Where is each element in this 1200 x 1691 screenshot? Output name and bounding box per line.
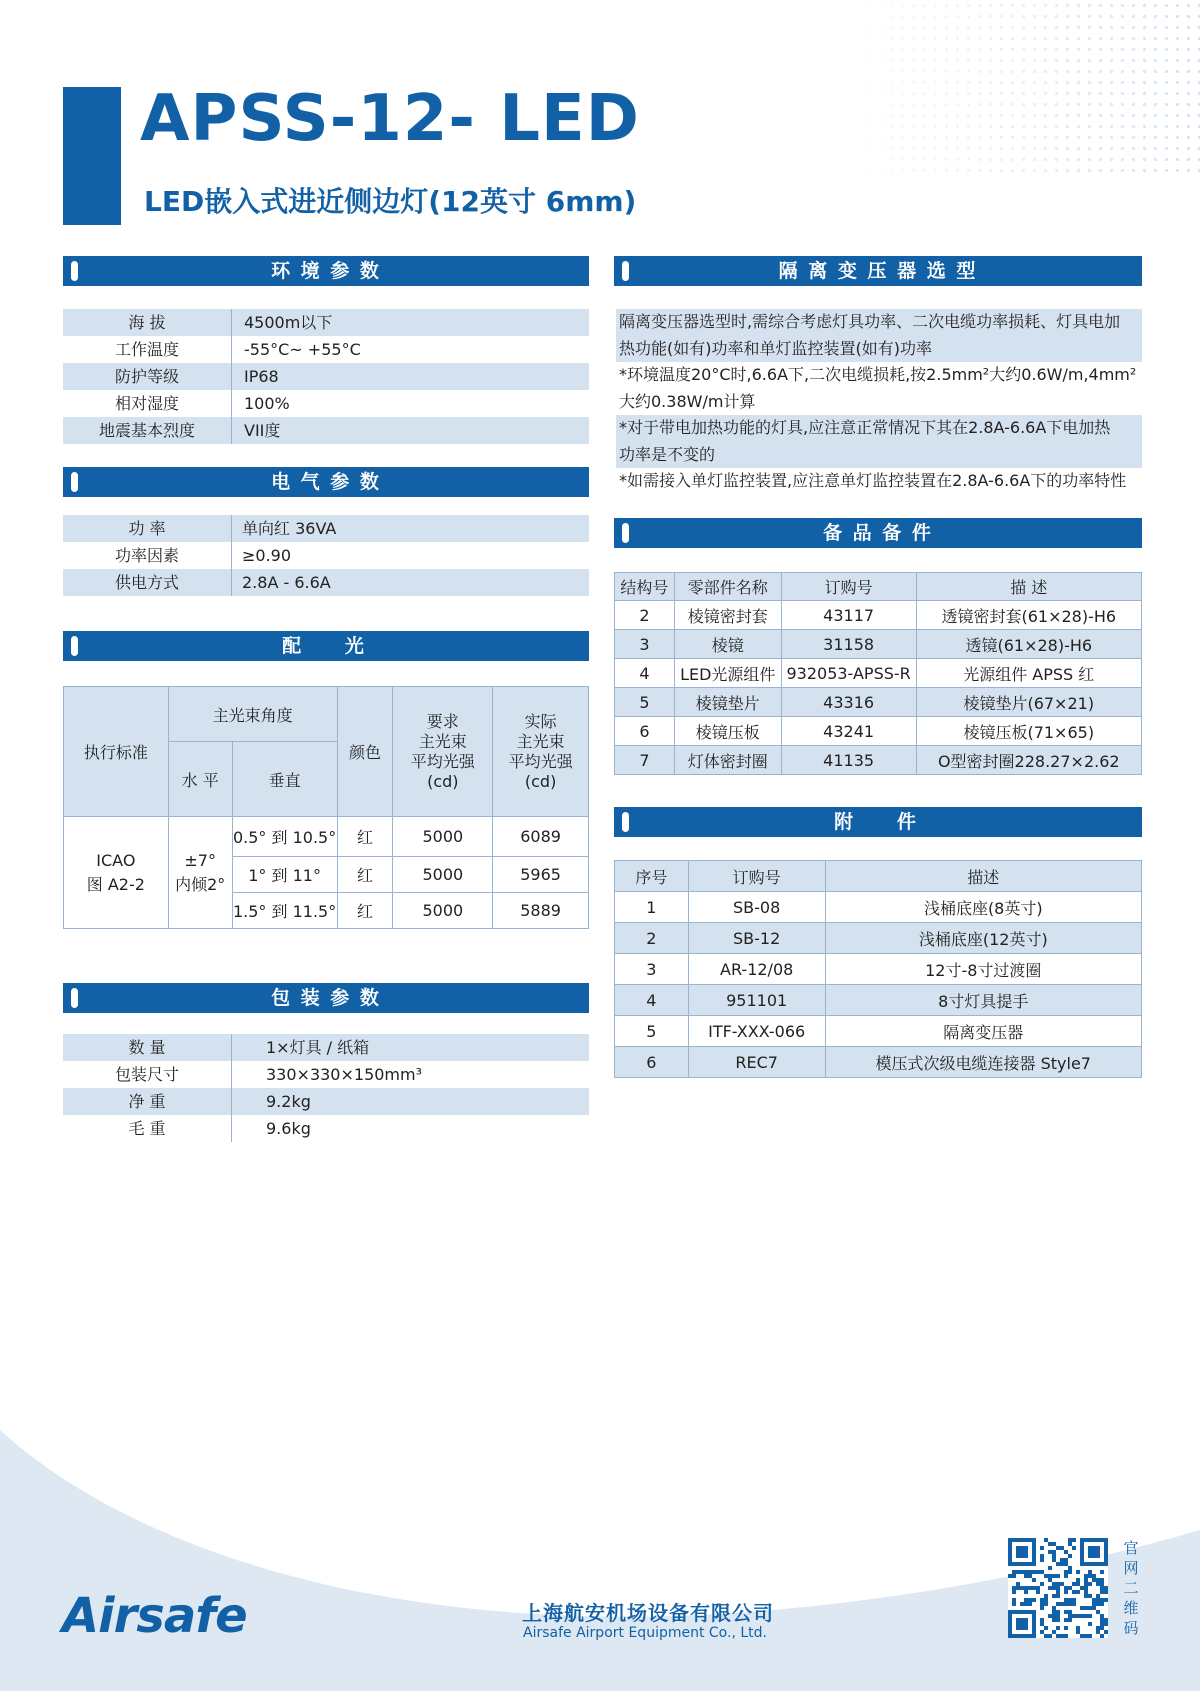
table-cell: 隔离变压器 (825, 1016, 1141, 1047)
transformer-notes (616, 309, 1142, 495)
column-header: 订购号 (688, 861, 825, 892)
table-cell: 2 (615, 923, 689, 954)
table-row (615, 717, 1142, 746)
section-header-elec (63, 467, 589, 497)
color-cell: 红 (337, 857, 393, 893)
table-cell: 2 (615, 601, 675, 630)
section-header-accessories (614, 807, 1142, 837)
table-cell: 棱镜压板(71×65) (916, 717, 1141, 746)
param-row (63, 336, 589, 363)
table-cell: ITF-XXX-066 (688, 1016, 825, 1047)
actual-cell: 5889 (493, 893, 589, 929)
table-cell: LED光源组件 (674, 659, 781, 688)
accessories-table (614, 860, 1142, 1078)
table-cell: 浅桶底座(12英寸) (825, 923, 1141, 954)
param-row (63, 1115, 589, 1142)
table-cell: SB-12 (688, 923, 825, 954)
param-row (63, 515, 589, 542)
horizontal-cell: ±7° 内倾2° (168, 817, 232, 929)
title-accent-bar (63, 87, 121, 225)
table-cell: 浅桶底座(8英寸) (825, 892, 1141, 923)
param-label: 功 率 (63, 515, 232, 542)
product-subtitle: LED嵌入式进近侧边灯(12英寸 6mm) (144, 185, 637, 218)
section-title: 包 装 参 数 (271, 987, 381, 1009)
table-cell: 932053-APSS-R (781, 659, 916, 688)
table-cell: 5 (615, 688, 675, 717)
param-value: 2.8A - 6.6A (242, 573, 331, 592)
table-cell: 棱镜密封套 (674, 601, 781, 630)
param-value: IP68 (244, 367, 279, 386)
elec-params-list (63, 515, 589, 596)
table-row (615, 1047, 1142, 1078)
env-params-list (63, 309, 589, 444)
param-label: 相对湿度 (63, 390, 232, 417)
table-cell: 4 (615, 985, 689, 1016)
param-row (63, 1088, 589, 1115)
table-cell: SB-08 (688, 892, 825, 923)
table-row (615, 601, 1142, 630)
vertical-cell: 0.5° 到 10.5° (232, 817, 337, 857)
param-row (63, 390, 589, 417)
param-row (63, 1034, 589, 1061)
vertical-cell: 1° 到 11° (232, 857, 337, 893)
param-value: 单向红 36VA (242, 519, 337, 538)
table-cell: 棱镜垫片 (674, 688, 781, 717)
table-cell: 951101 (688, 985, 825, 1016)
param-value: 100% (244, 394, 290, 413)
table-row (615, 1016, 1142, 1047)
header-beam-angle: 主光束角度 (168, 687, 337, 742)
company-name-cn: 上海航安机场设备有限公司 (522, 1601, 774, 1625)
table-cell: 光源组件 APSS 红 (916, 659, 1141, 688)
table-cell: 棱镜 (674, 630, 781, 659)
header-horizontal: 水 平 (168, 742, 232, 817)
column-header: 序号 (615, 861, 689, 892)
column-header: 零部件名称 (674, 573, 781, 601)
table-cell: 4 (615, 659, 675, 688)
param-value: 330×330×150mm³ (266, 1065, 423, 1084)
table-row (615, 688, 1142, 717)
table-cell: 灯体密封圈 (674, 746, 781, 775)
param-label: 工作温度 (63, 336, 232, 363)
table-cell: 43241 (781, 717, 916, 746)
param-row (63, 1061, 589, 1088)
table-cell: 5 (615, 1016, 689, 1047)
param-row (63, 542, 589, 569)
table-cell: O型密封圈228.27×2.62 (916, 746, 1141, 775)
table-row (615, 954, 1142, 985)
color-cell: 红 (337, 893, 393, 929)
table-cell: 6 (615, 717, 675, 746)
table-cell: 43117 (781, 601, 916, 630)
table-row (615, 630, 1142, 659)
param-label: 供电方式 (63, 569, 232, 596)
table-row (615, 659, 1142, 688)
required-cell: 5000 (393, 817, 493, 857)
param-value: ≥0.90 (242, 546, 292, 565)
section-title: 配 光 (282, 635, 370, 657)
table-cell: 8寸灯具提手 (825, 985, 1141, 1016)
standard-cell: ICAO 图 A2-2 (64, 817, 169, 929)
table-header-row (615, 861, 1142, 892)
param-label: 海 拔 (63, 309, 232, 336)
section-header-pack (63, 983, 589, 1013)
table-cell: 43316 (781, 688, 916, 717)
table-cell: 6 (615, 1047, 689, 1078)
note-line: *对于带电加热功能的灯具,应注意正常情况下其在2.8A-6.6A下电加热 (616, 415, 1142, 442)
table-cell: 12寸-8寸过渡圈 (825, 954, 1141, 985)
table-row (615, 892, 1142, 923)
section-title: 备 品 备 件 (823, 522, 933, 544)
table-cell: 7 (615, 746, 675, 775)
required-cell: 5000 (393, 857, 493, 893)
header-color: 颜色 (337, 687, 393, 817)
pack-params-list (63, 1034, 589, 1142)
param-value: VII度 (244, 421, 281, 440)
table-cell: 3 (615, 630, 675, 659)
table-cell: 棱镜垫片(67×21) (916, 688, 1141, 717)
table-row (615, 923, 1142, 954)
required-cell: 5000 (393, 893, 493, 929)
param-row (63, 417, 589, 444)
param-row (63, 309, 589, 336)
note-line: *如需接入单灯监控装置,应注意单灯监控装置在2.8A-6.6A下的功率特性 (619, 471, 1127, 490)
company-name-en: Airsafe Airport Equipment Co., Ltd. (523, 1625, 767, 1641)
section-title: 隔 离 变 压 器 选 型 (778, 260, 978, 282)
param-label: 防护等级 (63, 363, 232, 390)
qr-code-icon[interactable] (1008, 1538, 1108, 1638)
section-header-spares (614, 518, 1142, 548)
section-header-light (63, 631, 589, 661)
table-cell: 1 (615, 892, 689, 923)
section-title: 环 境 参 数 (271, 260, 381, 282)
param-label: 包装尺寸 (63, 1061, 232, 1088)
actual-cell: 6089 (493, 817, 589, 857)
param-label: 数 量 (63, 1034, 232, 1061)
param-row (63, 363, 589, 390)
note-line: 热功能(如有)功率和单灯监控装置(如有)功率 (616, 336, 1142, 363)
param-label: 功率因素 (63, 542, 232, 569)
product-title: APSS-12- LED (140, 82, 640, 156)
param-label: 地震基本烈度 (63, 417, 232, 444)
header-actual: 实际 主光束 平均光强 (cd) (493, 687, 589, 817)
section-title: 附 件 (834, 811, 922, 833)
table-cell: 31158 (781, 630, 916, 659)
section-title: 电 气 参 数 (271, 471, 381, 493)
header-required: 要求 主光束 平均光强 (cd) (393, 687, 493, 817)
param-value: 9.2kg (266, 1092, 311, 1111)
param-value: 1×灯具 / 纸箱 (266, 1038, 370, 1057)
actual-cell: 5965 (493, 857, 589, 893)
param-row (63, 569, 589, 596)
table-cell: 棱镜压板 (674, 717, 781, 746)
note-line: 功率是不变的 (616, 442, 1142, 469)
column-header: 结构号 (615, 573, 675, 601)
note-line: 大约0.38W/m计算 (619, 391, 756, 411)
param-value: 4500m以下 (244, 313, 333, 332)
param-value: 9.6kg (266, 1119, 311, 1138)
header-standard: 执行标准 (64, 687, 169, 817)
vertical-cell: 1.5° 到 11.5° (232, 893, 337, 929)
column-header: 订购号 (781, 573, 916, 601)
table-cell: 模压式次级电缆连接器 Style7 (825, 1047, 1141, 1078)
param-value: -55°C~ +55°C (244, 340, 361, 359)
table-cell: 41135 (781, 746, 916, 775)
table-row (615, 985, 1142, 1016)
section-header-env (63, 256, 589, 286)
airsafe-logo: Airsafe (62, 1588, 247, 1644)
note-line: *环境温度20°C时,6.6A下,二次电缆损耗,按2.5mm²大约0.6W/m,4mm² (619, 365, 1137, 384)
dot-pattern (820, 0, 1200, 180)
table-header-row (615, 573, 1142, 601)
table-cell: REC7 (688, 1047, 825, 1078)
column-header: 描 述 (916, 573, 1141, 601)
param-label: 毛 重 (63, 1115, 232, 1142)
param-label: 净 重 (63, 1088, 232, 1115)
table-cell: 透镜(61×28)-H6 (916, 630, 1141, 659)
table-row (615, 746, 1142, 775)
qr-label: 官 网 二 维 码 (1123, 1539, 1139, 1637)
table-cell: 3 (615, 954, 689, 985)
table-cell: 透镜密封套(61×28)-H6 (916, 601, 1141, 630)
header-vertical: 垂直 (232, 742, 337, 817)
spares-table (614, 572, 1142, 775)
section-header-transformer (614, 256, 1142, 286)
table-cell: AR-12/08 (688, 954, 825, 985)
column-header: 描述 (825, 861, 1141, 892)
light-distribution-table (63, 686, 589, 929)
note-line: 隔离变压器选型时,需综合考虑灯具功率、二次电缆功率损耗、灯具电加 (616, 309, 1142, 336)
color-cell: 红 (337, 817, 393, 857)
